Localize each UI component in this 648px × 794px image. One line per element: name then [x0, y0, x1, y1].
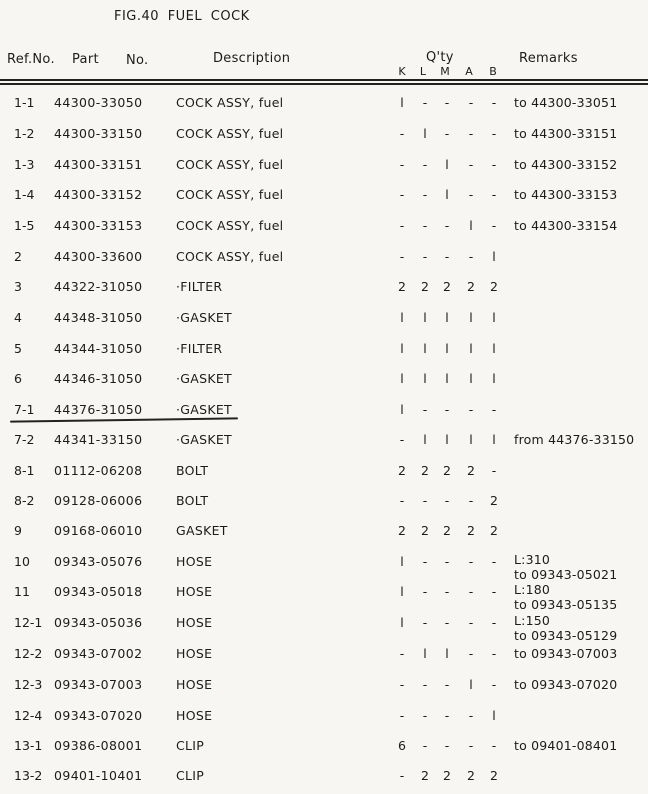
description: COCK ASSY, fuel — [176, 218, 284, 233]
qty-l: - — [422, 615, 428, 630]
description: ·GASKET — [176, 402, 232, 417]
ref-number: 1-5 — [14, 218, 35, 233]
qty-b: - — [491, 463, 497, 478]
ref-number: 13-2 — [14, 768, 43, 783]
header-rule-top — [0, 79, 648, 81]
remarks: to 09343-07020 — [514, 677, 618, 692]
part-number: 09343-05076 — [54, 554, 143, 569]
qty-b: l — [492, 249, 496, 264]
qty-b: - — [491, 187, 497, 202]
qty-l: - — [422, 584, 428, 599]
qty-column-k: K — [398, 65, 406, 78]
qty-k: - — [399, 187, 405, 202]
ref-number: 12-4 — [14, 708, 43, 723]
table-row — [0, 463, 648, 483]
qty-m: l — [445, 187, 449, 202]
description: HOSE — [176, 708, 213, 723]
qty-l: - — [422, 218, 428, 233]
part-number: 01112-06208 — [54, 463, 143, 478]
qty-k: l — [400, 310, 404, 325]
qty-m: - — [444, 677, 450, 692]
qty-k: 2 — [398, 279, 406, 294]
qty-b: - — [491, 554, 497, 569]
qty-k: l — [400, 554, 404, 569]
part-number: 44300-33150 — [54, 126, 143, 141]
description: CLIP — [176, 738, 205, 753]
table-row — [0, 493, 648, 513]
qty-b: 2 — [490, 279, 498, 294]
description: BOLT — [176, 463, 209, 478]
qty-a: - — [468, 249, 474, 264]
part-number: 44376-31050 — [54, 402, 143, 417]
qty-k: - — [399, 126, 405, 141]
ref-number: 3 — [14, 279, 22, 294]
qty-a: - — [468, 157, 474, 172]
description: ·GASKET — [176, 310, 232, 325]
header-remarks: Remarks — [519, 51, 578, 66]
qty-l: l — [423, 371, 427, 386]
qty-k: - — [399, 677, 405, 692]
part-number: 09343-07003 — [54, 677, 143, 692]
table-row — [0, 95, 648, 115]
qty-a: - — [468, 708, 474, 723]
qty-a: - — [468, 187, 474, 202]
qty-m: 2 — [443, 523, 451, 538]
qty-column-a: A — [465, 65, 473, 78]
qty-a: 2 — [467, 279, 475, 294]
remarks: to 44300-33154 — [514, 218, 618, 233]
header-description: Description — [213, 51, 291, 66]
remarks: L:310 to 09343-05021 — [514, 552, 618, 582]
header-rule-bottom — [0, 83, 648, 85]
qty-a: - — [468, 126, 474, 141]
qty-m: 2 — [443, 463, 451, 478]
qty-k: 2 — [398, 463, 406, 478]
qty-m: - — [444, 95, 450, 110]
table-row — [0, 126, 648, 146]
qty-k: l — [400, 341, 404, 356]
ref-number: 1-2 — [14, 126, 35, 141]
header-no: No. — [126, 53, 149, 68]
qty-a: - — [468, 493, 474, 508]
table-row — [0, 677, 648, 697]
part-number: 09343-05036 — [54, 615, 143, 630]
part-number: 44300-33152 — [54, 187, 143, 202]
ref-number: 12-3 — [14, 677, 43, 692]
qty-l: - — [422, 493, 428, 508]
qty-b: - — [491, 615, 497, 630]
qty-a: - — [468, 584, 474, 599]
part-number: 09343-07020 — [54, 708, 143, 723]
description: ·GASKET — [176, 432, 232, 447]
qty-b: l — [492, 310, 496, 325]
description: COCK ASSY, fuel — [176, 95, 284, 110]
ref-number: 1-1 — [14, 95, 35, 110]
qty-k: 2 — [398, 523, 406, 538]
part-number: 09168-06010 — [54, 523, 143, 538]
qty-l: 2 — [421, 463, 429, 478]
qty-l: - — [422, 95, 428, 110]
qty-l: - — [422, 157, 428, 172]
qty-m: 2 — [443, 279, 451, 294]
qty-l: l — [423, 126, 427, 141]
qty-m: l — [445, 157, 449, 172]
table-row — [0, 708, 648, 728]
qty-k: - — [399, 768, 405, 783]
ref-number: 7-2 — [14, 432, 35, 447]
qty-k: - — [399, 157, 405, 172]
qty-m: l — [445, 646, 449, 661]
part-number: 44346-31050 — [54, 371, 143, 386]
qty-b: l — [492, 708, 496, 723]
ref-number: 2 — [14, 249, 22, 264]
qty-l: l — [423, 432, 427, 447]
qty-l: 2 — [421, 768, 429, 783]
description: HOSE — [176, 615, 213, 630]
qty-l: - — [422, 708, 428, 723]
qty-b: 2 — [490, 768, 498, 783]
ref-number: 13-1 — [14, 738, 43, 753]
table-row — [0, 768, 648, 788]
qty-k: - — [399, 493, 405, 508]
description: ·FILTER — [176, 341, 223, 356]
header-qty: Q'ty — [426, 50, 454, 65]
table-row — [0, 279, 648, 299]
qty-a: - — [468, 554, 474, 569]
remarks: to 44300-33151 — [514, 126, 618, 141]
qty-column-m: M — [440, 65, 450, 78]
qty-b: l — [492, 432, 496, 447]
qty-b: l — [492, 341, 496, 356]
part-number: 44341-33150 — [54, 432, 143, 447]
remarks: to 09343-07003 — [514, 646, 618, 661]
qty-m: - — [444, 738, 450, 753]
qty-m: - — [444, 249, 450, 264]
description: CLIP — [176, 768, 205, 783]
table-row — [0, 187, 648, 207]
qty-a: l — [469, 371, 473, 386]
qty-b: - — [491, 646, 497, 661]
qty-m: - — [444, 402, 450, 417]
qty-column-b: B — [489, 65, 497, 78]
qty-b: - — [491, 126, 497, 141]
qty-b: - — [491, 677, 497, 692]
qty-a: l — [469, 310, 473, 325]
description: COCK ASSY, fuel — [176, 249, 284, 264]
qty-m: - — [444, 584, 450, 599]
ref-number: 7-1 — [14, 402, 35, 417]
qty-m: - — [444, 708, 450, 723]
ref-number: 5 — [14, 341, 22, 356]
qty-a: - — [468, 615, 474, 630]
table-row — [0, 738, 648, 758]
qty-a: - — [468, 95, 474, 110]
ref-number: 1-3 — [14, 157, 35, 172]
qty-l: - — [422, 187, 428, 202]
ref-number: 12-1 — [14, 615, 43, 630]
part-number: 44300-33050 — [54, 95, 143, 110]
qty-k: l — [400, 95, 404, 110]
qty-b: - — [491, 402, 497, 417]
header-part: Part — [72, 52, 99, 67]
qty-a: - — [468, 402, 474, 417]
description: HOSE — [176, 677, 213, 692]
part-number: 09128-06006 — [54, 493, 143, 508]
description: GASKET — [176, 523, 228, 538]
qty-k: l — [400, 402, 404, 417]
table-row — [0, 432, 648, 452]
qty-a: l — [469, 341, 473, 356]
ref-number: 11 — [14, 584, 30, 599]
table-row — [0, 613, 648, 643]
description: ·FILTER — [176, 279, 223, 294]
ref-number: 1-4 — [14, 187, 35, 202]
qty-a: l — [469, 432, 473, 447]
part-number: 44344-31050 — [54, 341, 143, 356]
description: COCK ASSY, fuel — [176, 157, 284, 172]
description: HOSE — [176, 646, 213, 661]
part-number: 44300-33600 — [54, 249, 143, 264]
part-number: 09386-08001 — [54, 738, 143, 753]
part-number: 09343-05018 — [54, 584, 143, 599]
qty-b: - — [491, 738, 497, 753]
qty-l: l — [423, 646, 427, 661]
qty-l: - — [422, 738, 428, 753]
part-number: 44322-31050 — [54, 279, 143, 294]
table-row — [0, 646, 648, 666]
qty-k: - — [399, 218, 405, 233]
ref-number: 8-2 — [14, 493, 35, 508]
qty-a: 2 — [467, 523, 475, 538]
description: BOLT — [176, 493, 209, 508]
qty-l: - — [422, 677, 428, 692]
qty-m: - — [444, 493, 450, 508]
qty-l: - — [422, 402, 428, 417]
qty-m: - — [444, 126, 450, 141]
qty-k: l — [400, 584, 404, 599]
table-row — [0, 582, 648, 612]
qty-k: - — [399, 708, 405, 723]
qty-l: 2 — [421, 523, 429, 538]
qty-m: l — [445, 371, 449, 386]
qty-b: - — [491, 584, 497, 599]
qty-k: l — [400, 371, 404, 386]
qty-b: - — [491, 95, 497, 110]
qty-a: l — [469, 218, 473, 233]
qty-k: - — [399, 432, 405, 447]
table-row — [0, 218, 648, 238]
description: HOSE — [176, 554, 213, 569]
qty-b: - — [491, 218, 497, 233]
qty-a: l — [469, 677, 473, 692]
qty-column-l: L — [419, 65, 427, 78]
part-number: 09343-07002 — [54, 646, 143, 661]
qty-m: - — [444, 554, 450, 569]
qty-m: - — [444, 615, 450, 630]
table-row — [0, 157, 648, 177]
table-row — [0, 523, 648, 543]
remarks: to 44300-33152 — [514, 157, 618, 172]
table-row — [0, 552, 648, 582]
qty-a: - — [468, 738, 474, 753]
part-number: 44300-33153 — [54, 218, 143, 233]
description: HOSE — [176, 584, 213, 599]
remarks: L:150 to 09343-05129 — [514, 613, 618, 643]
qty-m: - — [444, 218, 450, 233]
description: COCK ASSY, fuel — [176, 187, 284, 202]
qty-l: l — [423, 310, 427, 325]
remarks: L:180 to 09343-05135 — [514, 582, 618, 612]
ref-number: 6 — [14, 371, 22, 386]
qty-a: 2 — [467, 463, 475, 478]
qty-l: 2 — [421, 279, 429, 294]
qty-b: 2 — [490, 523, 498, 538]
table-row — [0, 371, 648, 391]
table-row — [0, 310, 648, 330]
qty-a: - — [468, 646, 474, 661]
remarks: to 44300-33153 — [514, 187, 618, 202]
qty-m: l — [445, 341, 449, 356]
qty-k: l — [400, 615, 404, 630]
qty-b: l — [492, 371, 496, 386]
part-number: 44348-31050 — [54, 310, 143, 325]
ref-number: 10 — [14, 554, 30, 569]
qty-k: - — [399, 249, 405, 264]
part-number: 44300-33151 — [54, 157, 143, 172]
table-row — [0, 341, 648, 361]
qty-l: l — [423, 341, 427, 356]
ref-number: 8-1 — [14, 463, 35, 478]
qty-b: - — [491, 157, 497, 172]
qty-l: - — [422, 249, 428, 264]
qty-a: 2 — [467, 768, 475, 783]
qty-m: l — [445, 310, 449, 325]
description: ·GASKET — [176, 371, 232, 386]
qty-k: 6 — [398, 738, 406, 753]
qty-l: - — [422, 554, 428, 569]
remarks: from 44376-33150 — [514, 432, 635, 447]
figure-title: FIG.40 FUEL COCK — [114, 9, 250, 24]
remarks: to 44300-33051 — [514, 95, 618, 110]
header-ref-no: Ref.No. — [7, 52, 55, 67]
part-number: 09401-10401 — [54, 768, 143, 783]
remarks: to 09401-08401 — [514, 738, 618, 753]
description: COCK ASSY, fuel — [176, 126, 284, 141]
qty-m: l — [445, 432, 449, 447]
ref-number: 9 — [14, 523, 22, 538]
ref-number: 12-2 — [14, 646, 43, 661]
qty-k: - — [399, 646, 405, 661]
qty-m: 2 — [443, 768, 451, 783]
table-row — [0, 249, 648, 269]
qty-b: 2 — [490, 493, 498, 508]
ref-number: 4 — [14, 310, 22, 325]
